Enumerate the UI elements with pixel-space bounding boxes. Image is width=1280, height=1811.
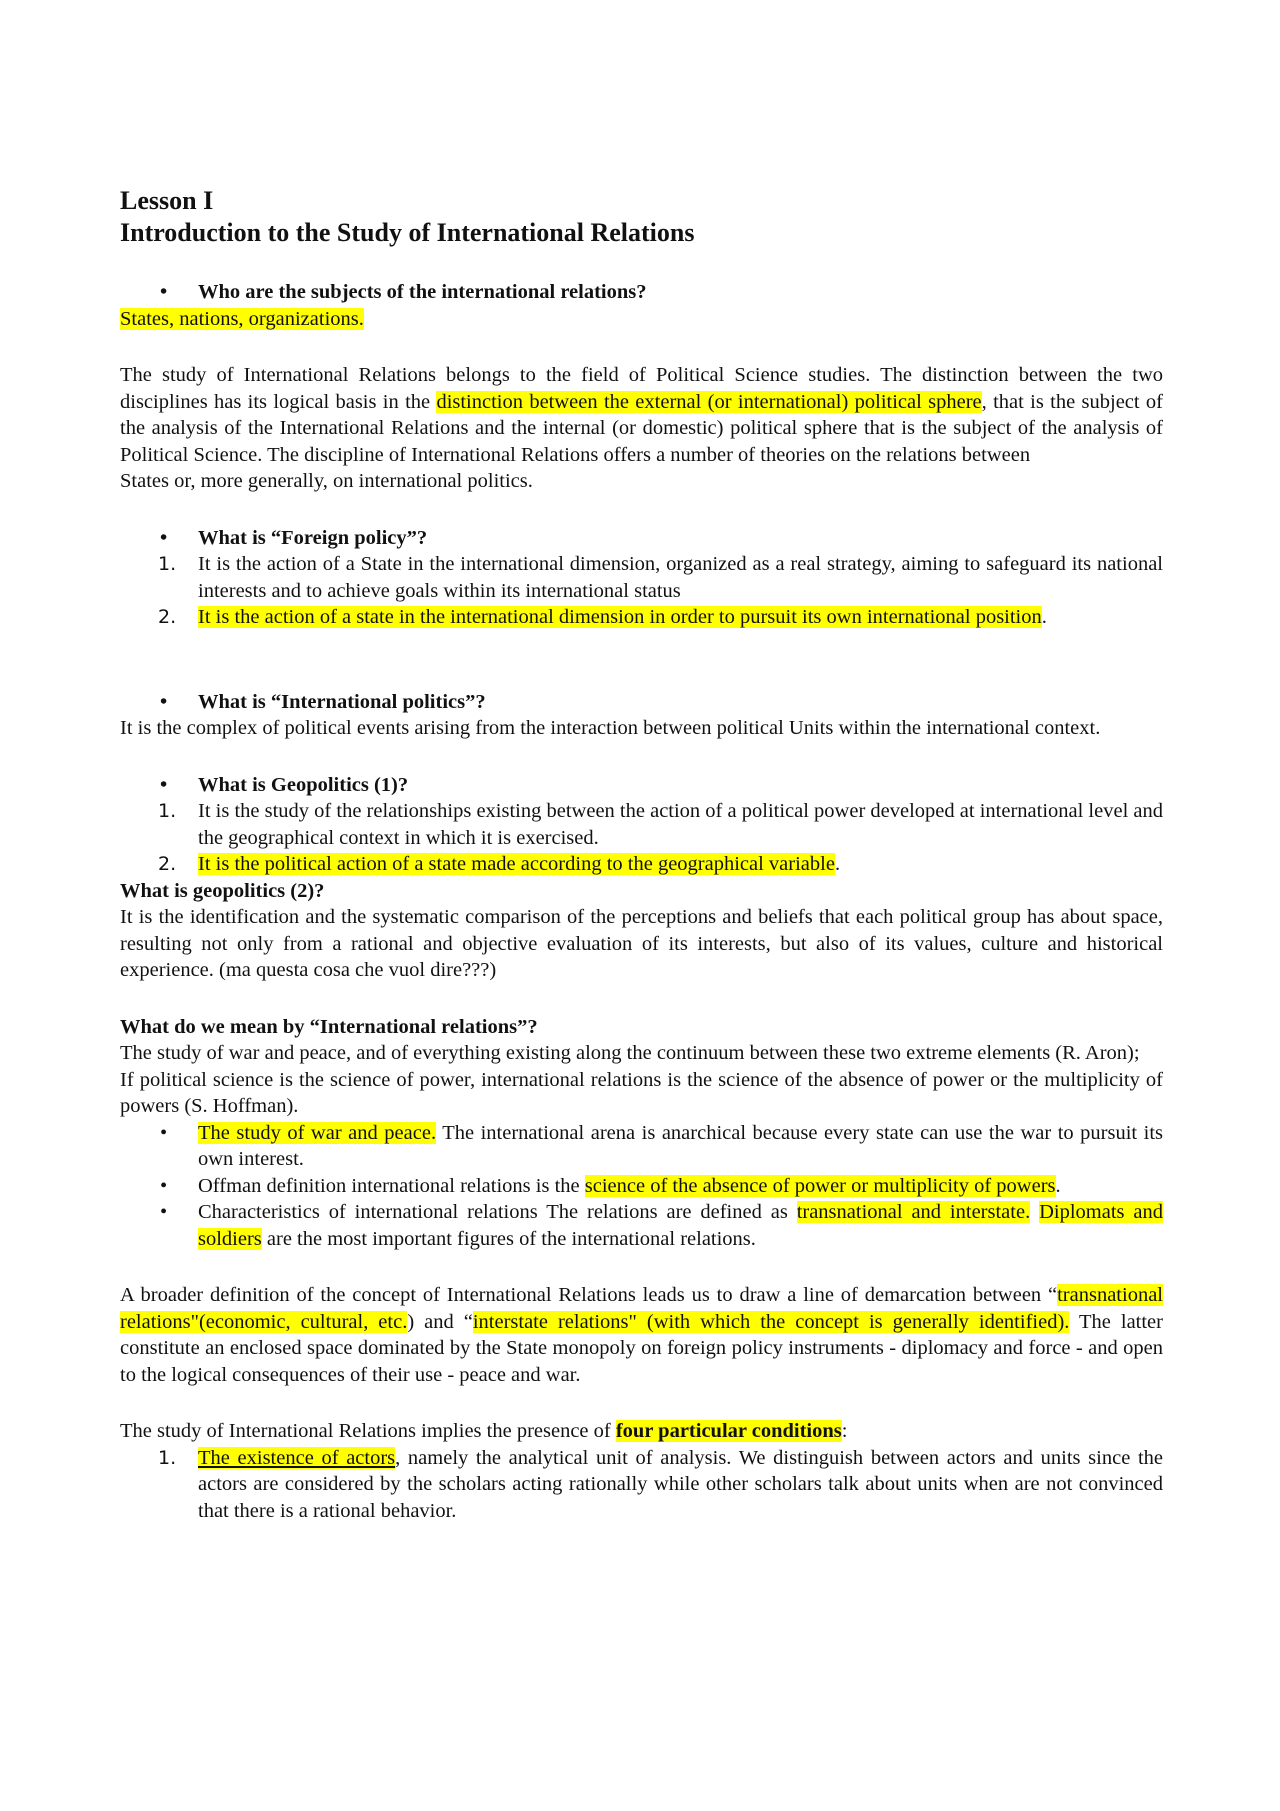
list-item: 1. It is the action of a State in the international dimension, organized as a real strategy, aiming to safeguard its national interests and to achieve goals within its international status — [158, 553, 1163, 602]
list-item: • Characteristics of international relations The relations are defined as transnational and interstate. Diplomats and soldiers are the most important figures of the international relations. — [160, 1201, 1163, 1250]
answer-international-politics: It is the complex of political events arising from the interaction between political Units within the international context. — [120, 717, 1101, 739]
answer-geopolitics-2: It is the identification and the systematic comparison of the perceptions and beliefs that each political group has about space, resulting not only from a rational and objective evaluation of its interests, but also of its values, culture and historical experience. (ma questa cosa che vuol dire???) — [120, 906, 1163, 981]
definition-hoffman: If political science is the science of power, international relations is the science of the absence of power or the multiplicity of powers (S. Hoffman). — [120, 1068, 1163, 1117]
bullet-icon: • — [160, 1201, 168, 1223]
bullet-icon: • — [160, 281, 168, 303]
list-item: 1. It is the study of the relationships existing between the action of a political power developed at international level and the geographical context in which it is exercised. — [158, 800, 1163, 849]
bullet-icon: • — [160, 526, 168, 549]
bullet-icon: • — [160, 1121, 168, 1144]
list-item: 2. It is the action of a state in the international dimension in order to pursuit its own international position. — [158, 606, 1047, 628]
paragraph-distinction-end: States or, more generally, on international politics. — [120, 470, 533, 492]
paragraph-transnational: A broader definition of the concept of International Relations leads us to draw a line of demarcation between “transnational relations"(economic, cultural, etc.) and “interstate relations" (with which the concept is generally identified). The latter constitute an enclosed space dominated by the State monopoly on foreign policy instruments - diplomacy and force - and open to the logical consequences of their use - peace and war. — [120, 1284, 1163, 1386]
bullet-icon: • — [160, 1174, 168, 1197]
definition-aron: The study of war and peace, and of everything existing along the continuum between these two extreme elements (R. Aron); — [120, 1042, 1140, 1064]
page-title: Introduction to the Study of International Relations — [120, 218, 695, 247]
paragraph-conditions: The study of International Relations implies the presence of four particular conditions: — [120, 1420, 848, 1442]
highlight-external-sphere: distinction between the external (or international) political sphere — [436, 390, 982, 413]
bullet-icon: • — [160, 773, 168, 796]
question-geopolitics-1: • What is Geopolitics (1)? — [120, 772, 1163, 799]
question-international-politics: • What is “International politics”? — [120, 689, 1163, 716]
answer-subjects: States, nations, organizations. — [120, 307, 364, 330]
list-item: • Offman definition international relations is the science of the absence of power or multiplicity of powers. — [120, 1173, 1163, 1200]
list-item: 1. The existence of actors, namely the analytical unit of analysis. We distinguish between actors and units since the actors are considered by the scholars acting rationally while other scholars talk about units when are not convinced that there is a rational behavior. — [158, 1446, 1163, 1522]
question-international-relations: What do we mean by “International relations”? — [120, 1015, 538, 1038]
question-subjects: • Who are the subjects of the international relations? — [120, 279, 1163, 306]
paragraph-distinction: The study of International Relations belongs to the field of Political Science studies. The distinction between the two disciplines has its logical basis in the distinction between the external (or international) political sphere, that is the subject of the analysis of the International Relations and the internal (or domestic) political sphere that is the subject of the analysis of Political Science. The discipline of International Relations offers a number of theories on the relations between — [120, 364, 1163, 466]
list-item: 2. It is the political action of a state made according to the geographical variable. — [158, 853, 841, 875]
list-item: • The study of war and peace. The international arena is anarchical because every state can use the war to pursuit its own interest. — [160, 1121, 1163, 1170]
bullet-icon: • — [160, 690, 168, 713]
lesson-label: Lesson I — [120, 186, 214, 215]
question-geopolitics-2: What is geopolitics (2)? — [120, 879, 325, 902]
question-foreign-policy: • What is “Foreign policy”? — [120, 525, 1163, 552]
